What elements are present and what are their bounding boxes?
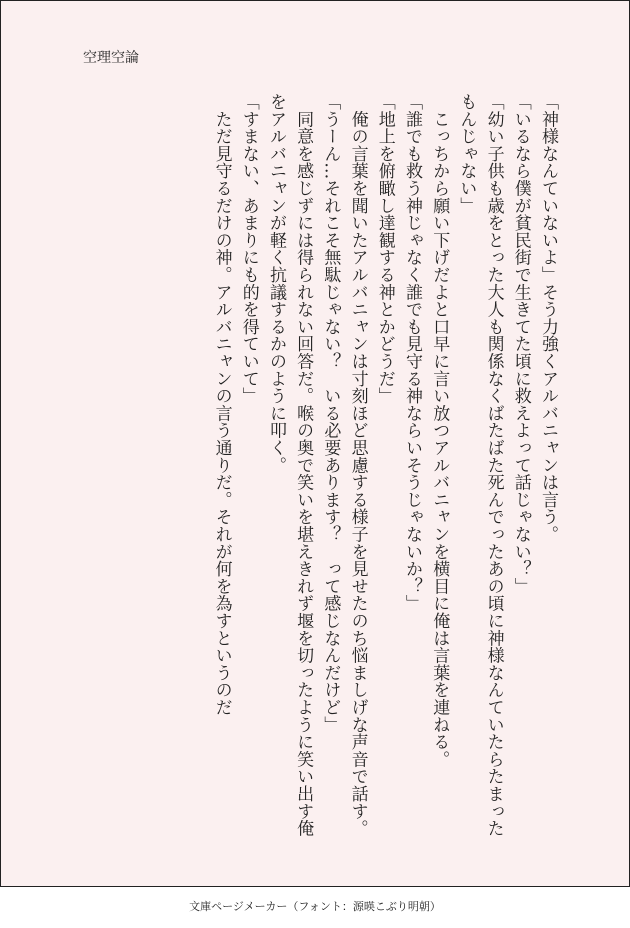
footer-credit: 文庫ページメーカー（フォント：源暎こぶり明朝） [189,900,441,913]
story-title: 空理空論 [83,50,139,66]
paragraph: 「幼い子供も歳をとった大人も関係なくばたばた死んでったあの頃に神様なんていたらたまったもんじゃない」 [456,93,504,837]
paragraph: 「誰でも救う神じゃなく誰でも見守る神ならいそうじゃないか？」 [401,93,422,612]
paragraph: 俺の言葉を聞いたアルバニャンは寸刻ほど思慮する様子を見せたのち悩ましげな声音で話す。 [347,93,368,837]
paragraph: 「いるなら僕が貧民街で生きてた頃に救えよって話じゃない？」 [510,93,531,595]
paragraph: 「すまない、あまりにも的を得ていて」 [238,93,259,405]
paragraph: 同意を感じずには得られない回答だ。喉の奥で笑いを堪えきれず堰を切ったように笑い出す俺をアルバニャンが軽く抗議するかのように叩く。 [265,93,314,837]
paragraph: 「神様なんていないよ」そう力強くアルバニャンは言う。 [538,93,558,543]
paragraph: こっちから願い下げだよと口早に言い放つアルバニャンを横目に俺は言葉を連ねる。 [429,93,450,768]
paragraph: 「地上を俯瞰し達観する神とかどうだ」 [374,93,395,405]
vertical-body-text [207,93,561,838]
paragraph: 「うーん…それこそ無駄じゃない？ いる必要あります？ って感じなんだけど」 [320,93,341,734]
paragraph: ただ見守るだけの神。アルバニャンの言う通りだ。それが何を為すというのだ [211,93,232,716]
